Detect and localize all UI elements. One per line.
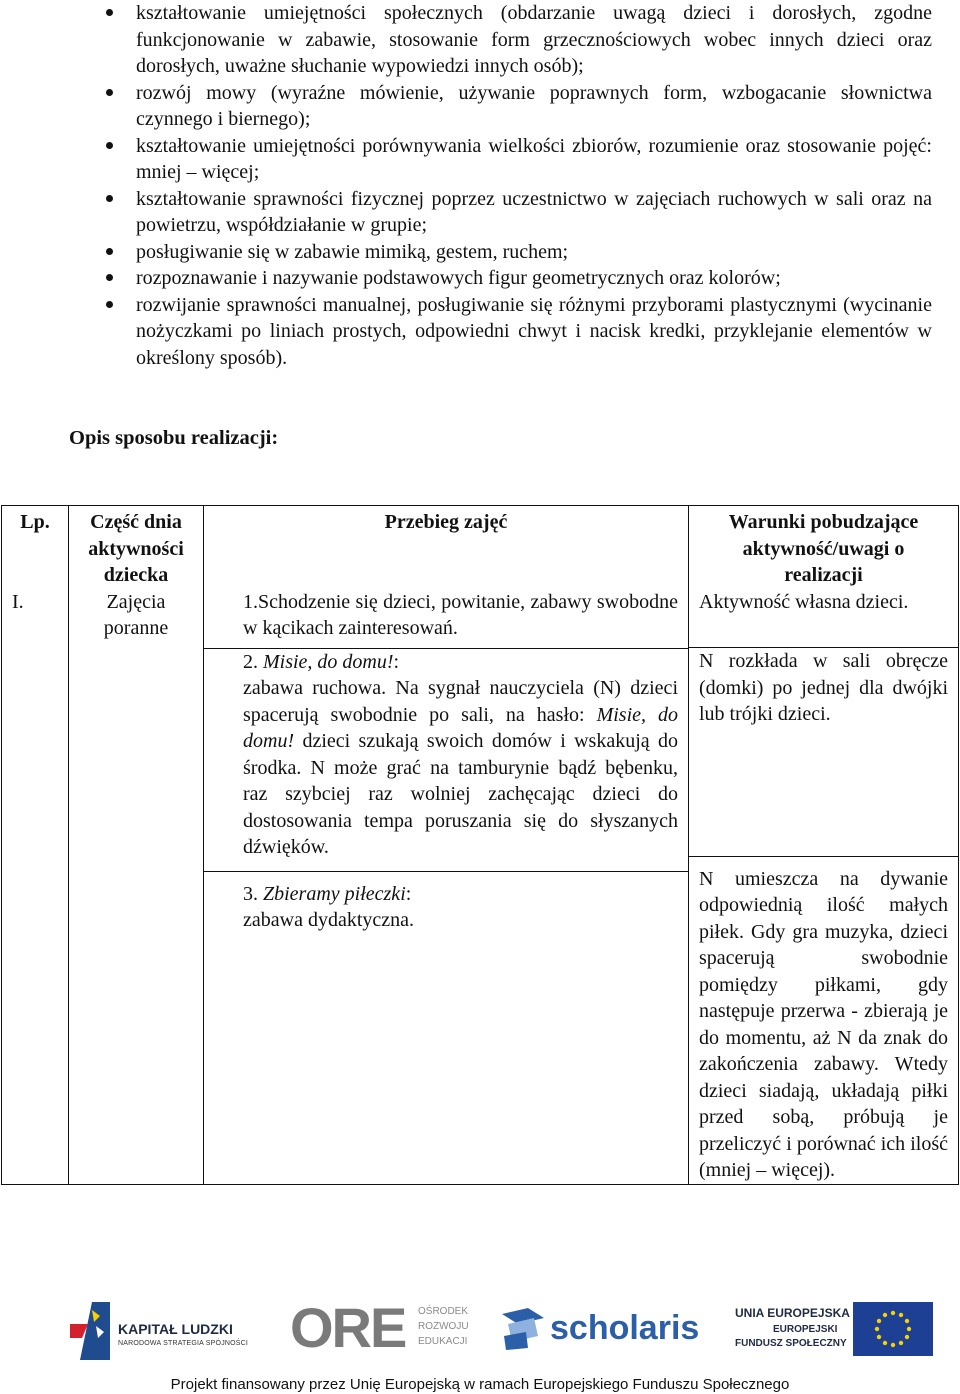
bullet-icon xyxy=(106,89,113,96)
scholaris-icon xyxy=(498,1306,548,1352)
step-1-text: 1.Schodzenie się dzieci, powitanie, zabawy swobodne w kącikach zainteresowań. xyxy=(243,590,678,639)
bullet-icon xyxy=(106,274,113,281)
section-title: Opis sposobu realizacji: xyxy=(69,427,279,449)
footer-text: Projekt finansowany przez Unię Europejską w ramach Europejskiego Funduszu Społecznego xyxy=(170,1376,790,1393)
list-item: posługiwanie się w zabawie mimiką, gestem, ruchem; xyxy=(102,239,932,266)
eu-logo: UNIA EUROPEJSKA EUROPEJSKI FUNDUSZ SPOŁECZNY xyxy=(735,1298,935,1360)
table-header-row xyxy=(2,506,959,589)
lesson-plan-table xyxy=(1,505,959,1185)
bullet-icon xyxy=(106,142,113,149)
ore-logo: ORE OŚRODEK ROZWOJU EDUKACJI xyxy=(290,1296,469,1359)
list-item: rozpoznawanie i nazywanie podstawowych figur geometrycznych oraz kolorów; xyxy=(102,265,932,292)
condition-3: N umieszcza na dywanie odpowiednią ilość małych piłek. Gdy gra muzyka, dzieci spacerują swobodnie pomiędzy piłkami, gdy następuje przerwa - zbierają je do momentu, aż N da znak do zakończenia zabawy. Wtedy dzieci siadają, układają piłki przed sobą, próbują je przeliczyć i porównać ich ilość (mniej – więcej). xyxy=(699,867,948,1181)
objectives-list xyxy=(102,0,932,371)
row-part: Zajęcia poranne xyxy=(69,589,204,1185)
list-item: kształtowanie umiejętności społecznych (obdarzanie uwagą dzieci i dorosłych, zgodne funkcjonowanie w zabawie, stosowanie form grzecznościowych wobec innych dzieci oraz dorosłych, uważne słuchanie wypowiedzi innych osób); xyxy=(102,0,932,80)
list-item: rozwijanie sprawności manualnej, posługiwanie się różnymi przyborami plastycznymi (wycinanie nożyczkami po liniach prostych, odpowiedni chwyt i nacisk kredki, przyklejanie elementów w określony sposób). xyxy=(102,292,932,372)
kapital-ludzki-icon xyxy=(70,1302,110,1360)
header-conditions: Warunki pobudzające aktywność/uwagi o realizacji xyxy=(689,506,959,589)
table-row xyxy=(2,589,959,1185)
row-conditions xyxy=(689,589,959,1185)
sponsor-logos xyxy=(0,1290,960,1370)
bullet-icon xyxy=(106,9,113,16)
condition-2: N rozkłada w sali obręcze (domki) po jednej dla dwójki lub trójki dzieci. xyxy=(699,650,948,725)
step-3-text: 3. Zbieramy piłeczki: zabawa dydaktyczna. xyxy=(243,882,415,931)
step-2-text: 2. Misie, do domu!: zabawa ruchowa. Na sygnał nauczyciela (N) dzieci spacerują swobodnie po sali, na hasło: Misie, do domu! dzieci szukają swoich domów i wskakują do środka. N może grać na tamburynie bądź bębenku, raz szybciej raz wolniej zachęcając dzieci do dostosowania tempa poruszania się do słyszanych dźwięków. xyxy=(243,650,679,858)
bullet-icon xyxy=(106,248,113,255)
scholaris-logo: scholaris xyxy=(498,1304,688,1356)
bullet-icon xyxy=(106,195,113,202)
list-item: kształtowanie umiejętności porównywania wielkości zbiorów, rozumienie oraz stosowanie pojęć: mniej – więcej; xyxy=(102,133,932,186)
header-progress: Przebieg zajęć xyxy=(204,506,689,589)
bullet-icon xyxy=(106,301,113,308)
header-lp: Lp. xyxy=(2,506,69,589)
eu-flag-icon xyxy=(853,1302,933,1356)
row-progress xyxy=(204,589,689,1185)
list-item: rozwój mowy (wyraźne mówienie, używanie poprawnych form, wzbogacanie słownictwa czynnego i biernego); xyxy=(102,80,932,133)
list-item: kształtowanie sprawności fizycznej poprzez uczestnictwo w zajęciach ruchowych w sali oraz na powietrzu, współdziałanie w grupie; xyxy=(102,186,932,239)
condition-1: Aktywność własna dzieci. xyxy=(699,590,909,613)
header-part: Część dnia aktywności dziecka xyxy=(69,506,204,589)
row-lp: I. xyxy=(2,589,69,1185)
kapital-ludzki-logo: KAPITAŁ LUDZKI NARODOWA STRATEGIA SPÓJNOŚCI xyxy=(70,1302,250,1360)
